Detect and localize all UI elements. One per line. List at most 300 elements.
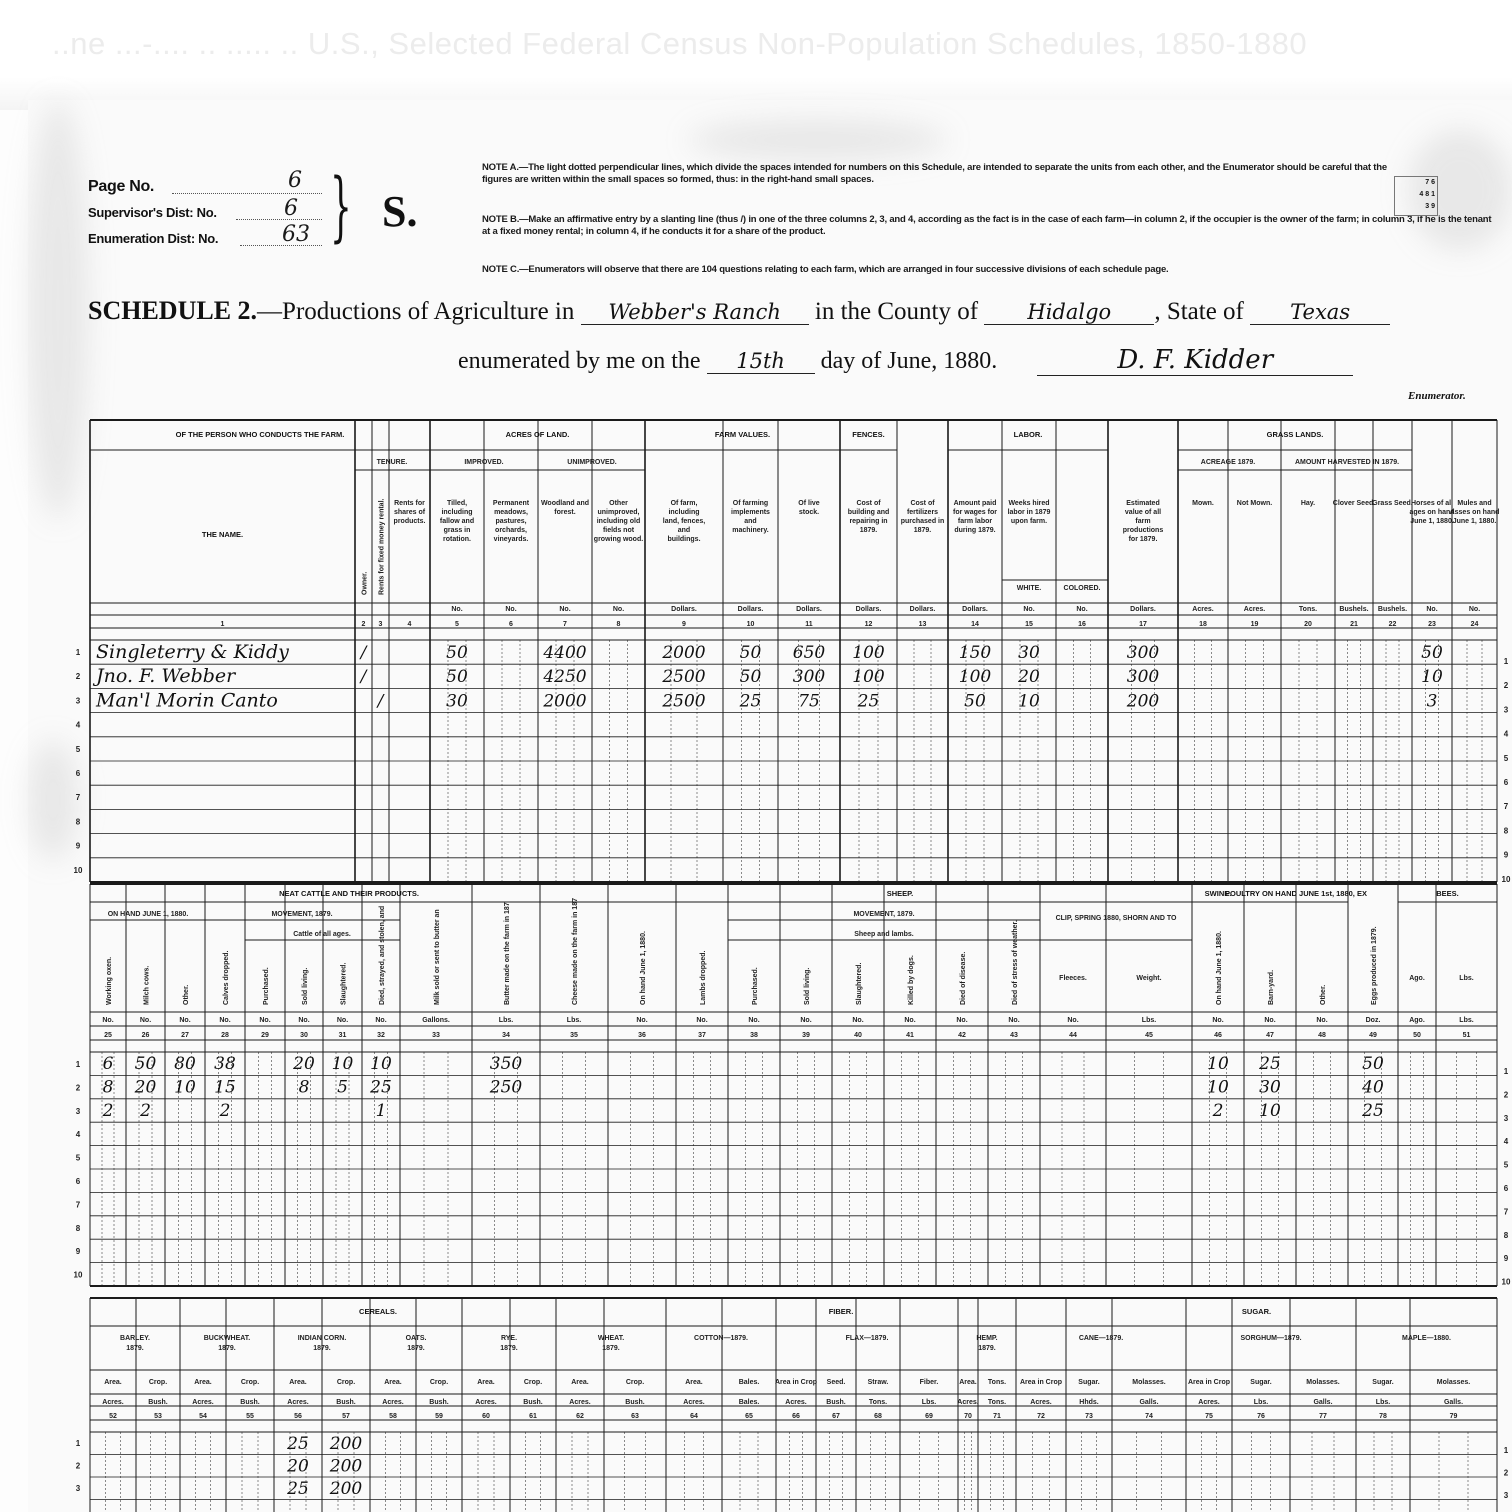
col-unit-label: Acres. <box>382 1399 404 1406</box>
col-number: 32 <box>377 1032 385 1039</box>
entry-value: 2 <box>140 1100 151 1121</box>
col-unit-label: Galls. <box>1443 1399 1464 1406</box>
section3-group-header: CEREALS. <box>359 1307 397 1316</box>
section2-subgroup-header: MOVEMENT, 1879. <box>853 911 915 918</box>
entry-value: 40 <box>1362 1077 1384 1098</box>
col-header-label: for wages for <box>953 509 997 516</box>
col-unit-label: No. <box>219 1017 231 1024</box>
col-unit-label: No. <box>1067 1017 1079 1024</box>
row-number: 2 <box>1503 681 1509 691</box>
col-header-label: Crop. <box>625 1379 645 1386</box>
section1-subgroup-header: WHITE. <box>1016 585 1042 592</box>
col-header-label: grass in <box>443 527 471 534</box>
col-unit-label: Lbs. <box>1375 1399 1391 1406</box>
col-number: 52 <box>109 1413 117 1420</box>
row-number: 9 <box>1503 1254 1509 1264</box>
col-header-vertical: Other. <box>183 984 190 1005</box>
col-number: 78 <box>1379 1413 1387 1420</box>
row-number: 3 <box>75 1484 81 1493</box>
col-header-label: 1879. <box>859 527 878 534</box>
row-number: 1 <box>75 1439 81 1448</box>
note-b: NOTE B.—Make an affirmative entry by a slanting line (thus /) in one of the three columns 2, 3, and 4, according as the fact is in the case of each farm—in column 2, if the occupier is the owner of the farm; in column 3, if he is the tenant at a fixed money rental; in column 4, if he conducts it for a share of the product. <box>482 214 1492 237</box>
section2-group-header: SHEEP. <box>886 889 914 898</box>
section3-subgroup-header: HEMP. <box>976 1335 998 1342</box>
entry-value: 300 <box>792 667 826 688</box>
col-unit-label: No. <box>102 1017 114 1024</box>
col-number: 29 <box>261 1032 269 1039</box>
section2-group-header: BEES. <box>1436 889 1459 898</box>
col-header-label: buildings. <box>667 536 701 543</box>
entry-name: Jno. F. Webber <box>96 665 236 688</box>
section1-group-header: LABOR. <box>1013 430 1043 439</box>
col-header-label: farm labor <box>957 518 993 525</box>
enumeration-value: 63 <box>282 222 310 247</box>
col-header-label: Not Mown. <box>1236 500 1273 507</box>
col-unit-label: Lbs. <box>1459 1017 1474 1024</box>
row-number: 2 <box>75 1083 81 1093</box>
section3-subgroup-header: 1879. <box>126 1345 144 1352</box>
col-header-label: Sugar. <box>1372 1379 1394 1386</box>
row-number: 7 <box>75 793 81 803</box>
col-header-label: including old <box>596 518 641 525</box>
col-header-label: Molasses. <box>1436 1379 1471 1386</box>
col-header-label: farm <box>1135 518 1151 525</box>
col-header-label: Crop. <box>336 1379 356 1386</box>
col-header-label: building and <box>847 509 890 516</box>
entry-value: 8 <box>298 1077 310 1098</box>
col-unit-label: No. <box>298 1017 310 1024</box>
entry-value: 2500 <box>662 691 706 712</box>
col-header-label: Asses on hand <box>1449 509 1500 516</box>
col-header-vertical: Owner. <box>361 571 369 595</box>
col-header-label: Area. <box>289 1379 307 1386</box>
col-unit-label: Acres. <box>569 1399 591 1406</box>
col-number: 39 <box>802 1032 810 1039</box>
col-unit-label: Galls. <box>1313 1399 1333 1406</box>
entry-value: 50 <box>1362 1054 1384 1074</box>
col-header-label: Tons. <box>987 1379 1007 1386</box>
col-number: 72 <box>1037 1413 1045 1420</box>
section1-subgroup-header: IMPROVED. <box>464 459 504 466</box>
col-unit-label: No. <box>800 1017 812 1024</box>
col-header-label: Cost of <box>910 500 935 507</box>
col-header-label: Of farming <box>732 500 769 507</box>
section1-group-header: OF THE PERSON WHO CONDUCTS THE FARM. <box>175 430 345 439</box>
col-number: 69 <box>925 1413 933 1420</box>
entry-value: 10 <box>1207 1054 1229 1074</box>
col-number: 79 <box>1449 1413 1458 1420</box>
state-value: Texas <box>1250 300 1390 325</box>
entry-value: 2 <box>1212 1100 1224 1121</box>
col-number: 51 <box>1462 1032 1471 1039</box>
enumerator-label: Enumerator. <box>1408 390 1466 402</box>
entry-value: 10 <box>1207 1077 1229 1098</box>
col-number: 49 <box>1369 1032 1377 1039</box>
entry-value: 1 <box>375 1100 387 1121</box>
row-number: 2 <box>1503 1468 1509 1478</box>
col-header-vertical: Working oxen. <box>106 956 113 1005</box>
entry-value: 10 <box>1259 1100 1281 1121</box>
col-header-label: Crop. <box>429 1379 449 1386</box>
entry-value: 250 <box>489 1077 523 1098</box>
col-header-label: Bales. <box>738 1379 760 1386</box>
note-a: NOTE A.—The light dotted perpendicular lines, which divide the spaces intended for numbers on this Schedule, are intended to separate the units from each other, and the Enumerator should be careful that the figures are written within the small spaces so formed, thus: in the right-hand small spaces. <box>482 162 1387 185</box>
col-number: 61 <box>529 1413 537 1420</box>
section3-subgroup-header: CANE—1879. <box>1078 1335 1124 1342</box>
entry-value: 2000 <box>543 691 587 712</box>
col-header-vertical: Died, strayed, and stolen, and <box>379 905 386 1005</box>
entry-value: 25 <box>370 1077 392 1098</box>
entry-value: 20 <box>1018 667 1040 688</box>
col-unit-label: Dollars. <box>796 606 822 613</box>
col-header-vertical: Sold living. <box>804 967 811 1005</box>
col-header-label: value of all <box>1124 509 1162 516</box>
col-number: 37 <box>698 1032 706 1039</box>
section2-subgroup-header: CLIP, SPRING 1880, SHORN AND TO <box>1055 915 1177 922</box>
col-number: 74 <box>1145 1413 1153 1420</box>
row-number: 3 <box>75 1106 81 1116</box>
col-unit-label: Acres. <box>1030 1399 1052 1406</box>
entry-value: 30 <box>1259 1077 1281 1098</box>
col-header-label: Amount paid <box>953 500 997 507</box>
entry-value: 2 <box>219 1100 231 1121</box>
row-number: 1 <box>1503 657 1509 666</box>
col-unit-label: No. <box>696 1017 708 1024</box>
col-header-label: ages on hand <box>1409 509 1455 516</box>
col-unit-label: Acres. <box>102 1399 124 1406</box>
col-unit-label: No. <box>1426 606 1438 613</box>
entry-value: 2500 <box>662 667 706 688</box>
entry-value: 25 <box>857 691 880 712</box>
col-header-label: stock. <box>798 509 820 516</box>
col-header-label: Crop. <box>240 1379 260 1386</box>
col-unit-label: No. <box>636 1017 648 1024</box>
row-number: 7 <box>75 1200 81 1210</box>
section1-group-header: FARM VALUES. <box>714 430 771 439</box>
col-unit-label: No. <box>748 1017 760 1024</box>
col-header-label: Tilled, <box>446 500 468 507</box>
col-number: 13 <box>918 621 927 628</box>
col-header-label: orchards, <box>495 527 527 534</box>
enum-prefix: enumerated by me on the <box>458 348 701 374</box>
col-unit-label: Doz. <box>1365 1017 1381 1024</box>
col-header-label: products. <box>393 518 426 525</box>
col-header-label: Area in Crop <box>774 1379 818 1386</box>
col-unit-label: No. <box>1212 1017 1224 1024</box>
col-header-label: Estimated <box>1126 500 1160 507</box>
section3-subgroup-header: OATS. <box>405 1335 427 1342</box>
section3-subgroup-header: 1879. <box>602 1345 620 1352</box>
brace-glyph: } <box>330 161 352 250</box>
section3-subgroup-header: 1879. <box>500 1345 518 1352</box>
row-number: 8 <box>1503 1230 1509 1240</box>
col-unit-label: Bush. <box>625 1399 645 1406</box>
row-number: 5 <box>1503 753 1509 763</box>
col-number: 27 <box>181 1032 189 1039</box>
entry-value: 10 <box>1421 667 1443 688</box>
col-number: 14 <box>971 621 979 628</box>
col-number: 6 <box>509 621 513 628</box>
col-header-label: land, fences, <box>662 518 706 525</box>
col-unit-label: Dollars. <box>1130 606 1156 613</box>
supervisor-value: 6 <box>284 196 298 221</box>
row-number: 3 <box>1503 1113 1509 1123</box>
col-number: 23 <box>1428 621 1436 628</box>
col-unit-label: Acres. <box>192 1399 214 1406</box>
col-header-label: Area in Crop <box>1187 1379 1231 1386</box>
col-number: 17 <box>1139 621 1147 628</box>
col-unit-label: Lbs. <box>498 1017 514 1024</box>
entry-value: / <box>360 643 367 663</box>
col-number: 71 <box>993 1413 1001 1420</box>
col-header-label: Area in Crop <box>1019 1379 1063 1386</box>
col-header-label: Ago. <box>1409 975 1425 982</box>
col-header-label: upon farm. <box>1010 518 1048 525</box>
col-number: 55 <box>246 1413 254 1420</box>
section2-subgroup-header: MOVEMENT, 1879. <box>271 911 333 918</box>
col-number: 48 <box>1318 1032 1326 1039</box>
entry-value: 2000 <box>662 643 706 663</box>
section3-subgroup-header: WHEAT. <box>597 1335 625 1342</box>
section2-group-header: SWINE. <box>1204 889 1232 898</box>
col-unit-label: Dollars. <box>671 606 697 613</box>
col-unit-label: No. <box>1468 606 1481 613</box>
section3-subgroup-header: SORGHUM—1879. <box>1240 1335 1302 1342</box>
col-header-vertical: Rents for fixed money rental. <box>378 498 386 595</box>
col-unit-label: No. <box>1008 1017 1020 1024</box>
entry-value: 100 <box>852 667 885 688</box>
col-number: 21 <box>1350 621 1358 628</box>
entry-value: 25 <box>739 691 762 712</box>
row-number: 2 <box>75 1461 81 1471</box>
col-header-label: Area. <box>959 1379 977 1386</box>
section3-subgroup-header: 1879. <box>978 1345 996 1352</box>
section3-subgroup-header: BARLEY. <box>120 1335 150 1342</box>
col-number: 76 <box>1257 1413 1265 1420</box>
col-unit-label: No. <box>505 606 517 613</box>
col-header-label: Molasses. <box>1306 1379 1340 1386</box>
col-header-name: THE NAME. <box>201 530 244 539</box>
col-number: 31 <box>338 1032 347 1039</box>
col-unit-label: No. <box>259 1017 271 1024</box>
col-header-vertical: Purchased. <box>752 967 759 1005</box>
col-number: 38 <box>750 1032 758 1039</box>
col-number: 40 <box>854 1032 862 1039</box>
col-number: 41 <box>906 1032 914 1039</box>
col-header-vertical: Butter made on the farm in 187 <box>504 902 511 1005</box>
col-header-label: Of farm, <box>670 500 698 507</box>
col-header-vertical: Killed by dogs. <box>908 955 915 1005</box>
col-header-label: and <box>677 527 691 534</box>
col-header-label: and <box>744 518 757 525</box>
col-header-vertical: Purchased. <box>263 967 270 1005</box>
col-header-vertical: Calves dropped. <box>223 950 230 1005</box>
col-number: 54 <box>199 1413 207 1420</box>
col-unit-label: No. <box>1264 1017 1276 1024</box>
col-header-label: Fleeces. <box>1059 975 1087 982</box>
col-header-vertical: Slaughtered. <box>340 962 348 1005</box>
col-unit-label: No. <box>336 1017 349 1024</box>
entry-value: 50 <box>739 667 762 688</box>
col-number: 45 <box>1145 1032 1153 1039</box>
col-header-label: Mules and <box>1457 500 1492 507</box>
entry-value: 200 <box>329 1434 363 1454</box>
col-unit-label: No. <box>375 1017 387 1024</box>
col-unit-label: Ago. <box>1409 1017 1425 1024</box>
col-header-label: Area. <box>104 1379 122 1386</box>
col-unit-label: No. <box>1076 606 1088 613</box>
entry-value: / <box>377 691 384 712</box>
entry-name: Man'l Morin Canto <box>96 689 278 712</box>
section1-subgroup-header: AMOUNT HARVESTED IN 1879. <box>1294 459 1400 466</box>
entry-value: 38 <box>214 1054 236 1074</box>
row-number: 4 <box>75 720 81 730</box>
col-header-label: rotation. <box>443 536 471 543</box>
section3-subgroup-header: 1879. <box>313 1345 331 1352</box>
col-number: 68 <box>874 1413 882 1420</box>
col-number: 65 <box>745 1413 753 1420</box>
col-header-label: Molasses. <box>1132 1379 1166 1386</box>
col-unit-label: Dollars. <box>909 606 936 613</box>
col-number: 1 <box>220 621 225 628</box>
col-header-label: for 1879. <box>1128 536 1158 543</box>
col-header-label: repairing in <box>849 518 888 525</box>
section3-subgroup-header: 1879. <box>407 1345 425 1352</box>
col-unit-label: Acres. <box>1198 1399 1220 1406</box>
entry-value: 50 <box>1421 643 1443 663</box>
entry-value: 150 <box>958 643 992 663</box>
col-unit-label: Dollars. <box>962 606 988 613</box>
section3-subgroup-header: RYE. <box>500 1335 518 1342</box>
col-header-label: Area. <box>571 1379 589 1386</box>
col-header-label: pastures, <box>495 518 527 525</box>
col-number: 50 <box>1413 1032 1421 1039</box>
col-header-label: June 1, 1880. <box>1452 518 1497 525</box>
col-header-vertical: On hand June 1, 1880. <box>1216 931 1223 1005</box>
col-unit-label: Dollars. <box>855 606 882 613</box>
col-number: 3 <box>378 621 383 628</box>
col-number: 19 <box>1250 621 1259 628</box>
col-number: 43 <box>1010 1032 1018 1039</box>
col-number: 12 <box>864 621 873 628</box>
col-unit-label: No. <box>139 1017 152 1024</box>
col-number: 15 <box>1025 621 1033 628</box>
entry-value: 650 <box>792 643 826 663</box>
col-header-label: Crop. <box>523 1379 543 1386</box>
col-unit-label: No. <box>1316 1017 1328 1024</box>
col-unit-label: No. <box>612 606 625 613</box>
entry-value: / <box>360 667 367 688</box>
section3-subgroup-header: BUCKWHEAT. <box>203 1335 251 1342</box>
col-header-label: Mown. <box>1192 500 1214 507</box>
section1-group-header: FENCES. <box>852 430 885 439</box>
col-header-label: Area. <box>194 1379 212 1386</box>
entry-value: 200 <box>1126 691 1160 712</box>
col-unit-label: Acres. <box>287 1399 309 1406</box>
entry-value: 50 <box>739 643 762 663</box>
section1-group-header: GRASS LANDS. <box>1266 430 1324 439</box>
col-unit-label: Lbs. <box>1253 1399 1269 1406</box>
col-header-vertical: Cheese made on the farm in 187 <box>572 898 579 1005</box>
entry-value: 300 <box>1126 643 1160 663</box>
col-header-label: Hay. <box>1300 500 1316 507</box>
col-header-label: during 1879. <box>954 527 996 534</box>
supervisor-label: Supervisor's Dist: No. <box>88 205 217 220</box>
col-header-label: machinery. <box>732 527 769 534</box>
col-number: 57 <box>342 1413 350 1420</box>
col-number: 59 <box>435 1413 443 1420</box>
col-number: 66 <box>792 1413 800 1420</box>
entry-value: 75 <box>798 691 820 712</box>
row-number: 4 <box>75 1130 81 1140</box>
enumerator-signature: D. F. Kidder <box>1037 345 1353 376</box>
col-unit-label: Dollars. <box>737 606 764 613</box>
col-unit-label: Bush. <box>429 1399 449 1406</box>
row-number: 6 <box>1503 1184 1509 1193</box>
col-number: 20 <box>1304 621 1312 628</box>
col-header-label: including <box>441 509 473 516</box>
col-unit-label: Acres. <box>1192 606 1214 613</box>
col-header-label: unimproved, <box>597 509 640 516</box>
col-header-label: Fiber. <box>919 1379 939 1386</box>
entry-value: 30 <box>1018 643 1040 663</box>
row-number: 6 <box>1503 778 1509 787</box>
entry-value: 10 <box>331 1054 354 1074</box>
col-unit-label: No. <box>852 1017 864 1024</box>
col-number: 22 <box>1388 621 1397 628</box>
col-number: 26 <box>141 1032 150 1039</box>
col-unit-label: Hhds. <box>1079 1399 1099 1406</box>
section2-group-header: NEAT CATTLE AND THEIR PRODUCTS. <box>279 889 419 898</box>
col-header-label: Weight. <box>1136 975 1162 982</box>
col-unit-label: Bush. <box>240 1399 260 1406</box>
entry-value: 100 <box>852 643 885 663</box>
row-number: 10 <box>1501 1277 1511 1287</box>
entry-value: 20 <box>134 1077 157 1098</box>
note-a-example-box: 7 6 4 8 1 3 9 <box>1394 176 1438 216</box>
col-header-label: labor in 1879 <box>1007 509 1051 516</box>
col-number: 47 <box>1266 1032 1274 1039</box>
col-header-label: Seed. <box>826 1379 846 1386</box>
col-number: 18 <box>1199 621 1207 628</box>
entry-value: 20 <box>287 1456 309 1477</box>
section3-subgroup-header: COTTON—1879. <box>694 1335 748 1342</box>
col-number: 33 <box>432 1032 440 1039</box>
col-header-label: Horses of all <box>1410 500 1454 507</box>
col-number: 10 <box>746 621 755 628</box>
col-number: 63 <box>631 1413 639 1420</box>
col-unit-label: No. <box>1023 606 1035 613</box>
row-number: 7 <box>1503 1207 1509 1217</box>
col-number: 70 <box>964 1413 972 1420</box>
row-number: 3 <box>75 696 81 706</box>
row-number: 10 <box>73 1270 83 1280</box>
col-unit-label: Bushels. <box>1377 606 1408 613</box>
col-unit-label: Gallons. <box>422 1017 450 1024</box>
entry-value: 25 <box>287 1479 309 1499</box>
section3-subgroup-header: INDIAN CORN. <box>297 1335 347 1342</box>
entry-value: 200 <box>329 1479 363 1499</box>
section2-subgroup-header: ON HAND JUNE 1, 1880. <box>107 911 189 918</box>
col-unit-label: Acres. <box>1243 606 1266 613</box>
row-number: 6 <box>75 769 81 778</box>
col-number: 34 <box>502 1032 510 1039</box>
col-header-label: Rents for <box>394 500 425 507</box>
section2-subgroup-header: Sheep and lambs. <box>854 931 914 938</box>
col-header-label: Clover Seed. <box>1332 500 1376 507</box>
col-number: 9 <box>682 621 686 628</box>
row-number: 9 <box>75 1247 81 1257</box>
